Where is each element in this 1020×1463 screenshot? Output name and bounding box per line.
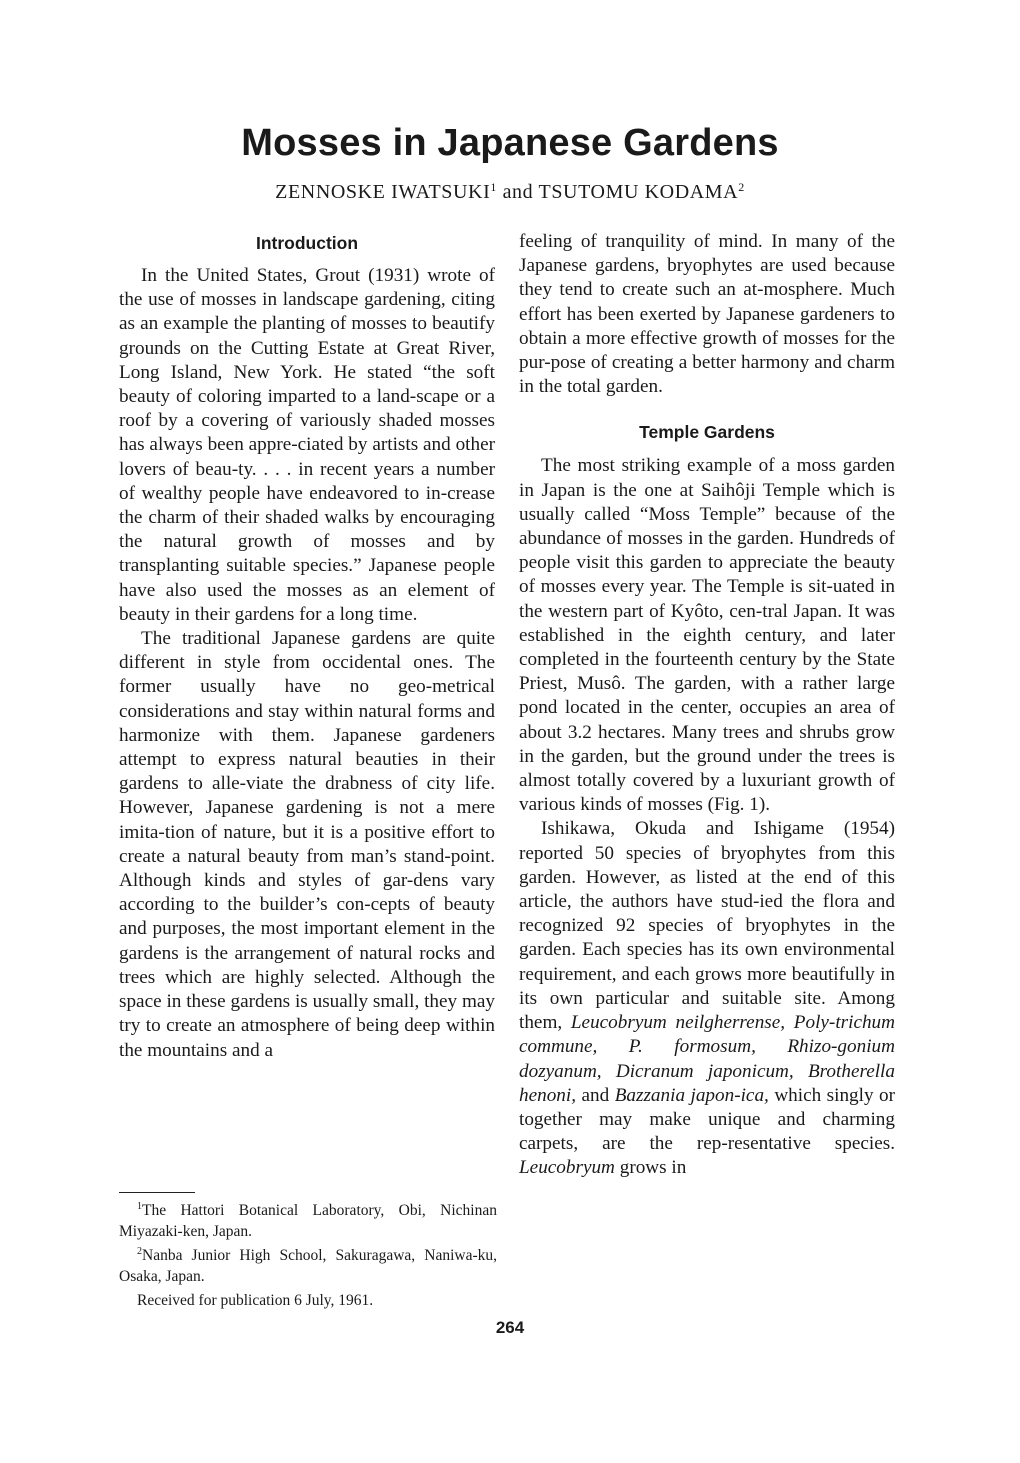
section-heading-introduction: Introduction	[255, 233, 359, 253]
left-column	[119, 232, 495, 1063]
footnote-1-text: The Hattori Botanical Laboratory, Obi, Nichinan Miyazaki-ken, Japan.	[119, 1202, 497, 1240]
temple-paragraph-2-text-c: grows in	[619, 1157, 687, 1179]
page-number: 264	[495, 1318, 525, 1337]
footnote-1-mark: 1	[137, 1201, 142, 1212]
footnote-2-text: Nanba Junior High School, Sakuragawa, Naniwa-ku, Osaka, Japan.	[119, 1247, 497, 1285]
author-2: TSUTOMU KODAMA	[538, 181, 739, 203]
section-heading-temple-gardens: Temple Gardens	[639, 422, 775, 443]
author-2-footnote-mark: 2	[738, 180, 745, 194]
author-line	[0, 181, 1020, 204]
right-column	[519, 230, 895, 1181]
author-1-footnote-mark: 1	[490, 180, 497, 194]
species-list-1: Leucobryum neilgherrense, Poly-trichum commune, P. formosum, Rhizo-gonium dozyanum, Dicranum japonicum, Brotherella henoni,	[519, 1012, 896, 1106]
author-conjunction: and	[502, 181, 534, 203]
conjunction-and: and	[581, 1084, 610, 1106]
species-leucobryum: Leucobryum	[519, 1157, 615, 1179]
footnote-1	[119, 1200, 497, 1242]
temple-paragraph-2-text-a: Ishikawa, Okuda and Ishigame (1954) reported 50 species of bryophytes from this garden. However, as listed at the end of this article, the authors have stud-ied the flora and recognized 92 species of bryophytes in the garden. Each species has its own environmental requirement, and each grows more beautifully in its own particular and suitable site. Among them,	[519, 818, 895, 1034]
received-date: Received for publication 6 July, 1961.	[137, 1292, 374, 1309]
temple-paragraph-2	[519, 817, 895, 1180]
footnote-divider	[119, 1192, 195, 1193]
footnote-2-mark: 2	[137, 1246, 142, 1257]
author-1: ZENNOSKE IWATSUKI	[275, 181, 491, 203]
article-title: Mosses in Japanese Gardens	[241, 122, 779, 164]
footnotes	[119, 1200, 497, 1314]
intro-paragraph-2-continued: feeling of tranquility of mind. In many of the Japanese gardens, bryophytes are used because they tend to create such an at-mosphere. Much effort has been exerted by Japanese gardeners to obtain a more effective growth of mosses for the pur-pose of creating a better harmony and charm in the total garden.	[519, 231, 895, 398]
species-list-2: Bazzania japon-ica,	[614, 1084, 769, 1106]
intro-paragraph-2: The traditional Japanese gardens are quite different in style from occidental ones. The former usually have no geo-metrical considerations and stay within natural forms and harmonize with them. Japanese gardeners attempt to express natural beauties in their gardens to alle-viate the drabness of city life. However, Japanese gardening is not a mere imita-tion of nature, but it is a positive effort to create a natural beauty from man’s stand-point. Although kinds and styles of gar-dens vary according to the builder’s con-cepts of beauty and purposes, the most important element in the gardens is the arrangement of natural rocks and trees which are highly selected. Although the space in these gardens is usually small, they may try to create an atmosphere of being deep within the mountains and a	[119, 628, 495, 1061]
intro-paragraph-1: In the United States, Grout (1931) wrote of the use of mosses in landscape gardening, citing as an example the planting of mosses to beautify grounds on the Cutting Estate at Great River, Long Island, New York. He stated “the soft beauty of coloring imparted to a land-scape or a roof by a covering of variously shaded mosses has always been appre-ciated by artists and other lovers of beau-ty. . . . in recent years a number of wealthy people have endeavored to in-crease the charm of their shaded walks by encouraging the natural growth of mosses and by transplanting suitable species.” Japanese people have also used the mosses as an element of beauty in their gardens for a long time.	[119, 265, 495, 625]
footnote-2	[119, 1245, 497, 1287]
temple-paragraph-2-text-b: which singly or together may make unique and charming carpets, are the rep-resentative species.	[519, 1084, 896, 1155]
temple-paragraph-1: The most striking example of a moss garden in Japan is the one at Saihôji Temple which is usually called “Moss Temple” because of the abundance of mosses in the garden. Hundreds of people visit this garden to appreciate the beauty of mosses every year. The Temple is sit-uated in the western part of Kyôto, cen-tral Japan. It was established in the eighth century, and later completed in the fourteenth century by the State Priest, Musô. The garden, with a rather large pond located in the center, occupies an area of about 3.2 hectares. Many trees and shrubs grow in the garden, but the ground under the trees is almost totally covered by a luxuriant growth of various kinds of mosses (Fig. 1).	[519, 455, 895, 816]
